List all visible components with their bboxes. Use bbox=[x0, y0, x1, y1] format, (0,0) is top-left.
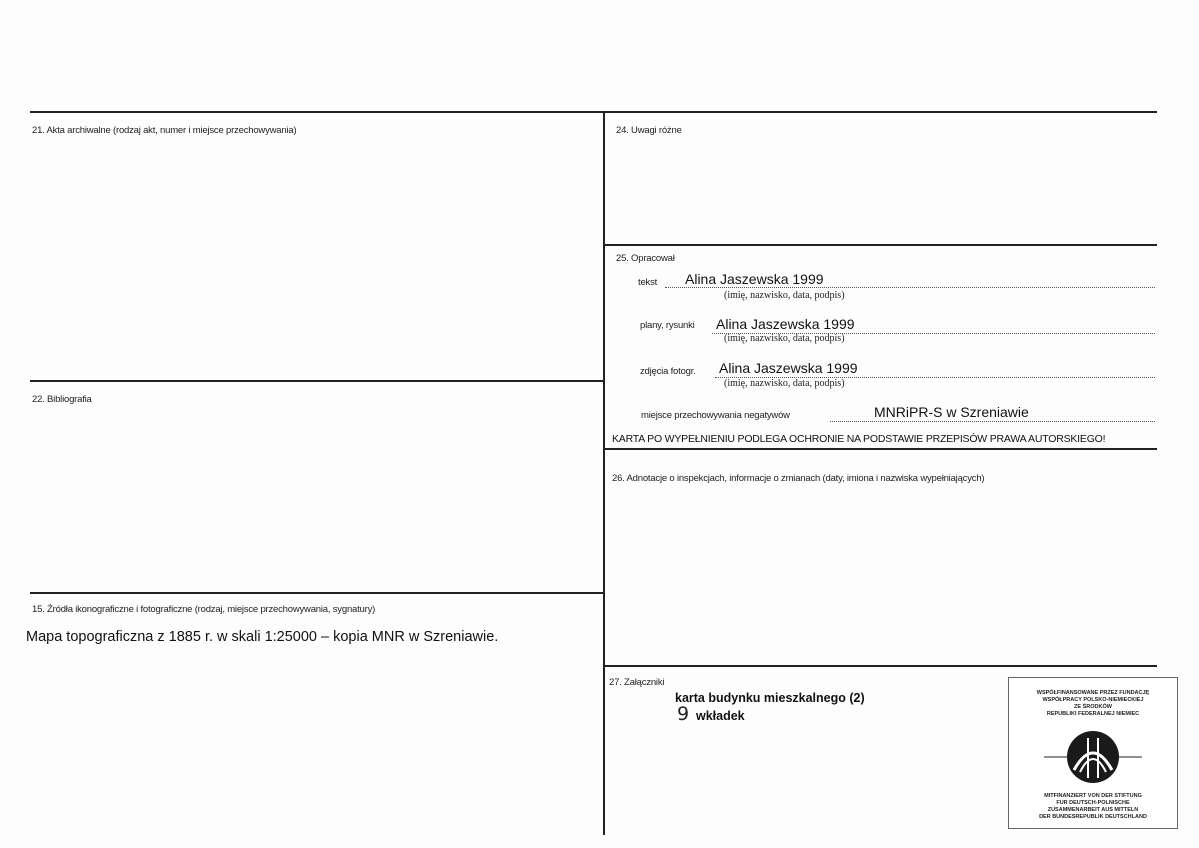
stamp-top-line-3: ZE ŚRODKÓW bbox=[1074, 704, 1112, 710]
rule-22-15 bbox=[30, 592, 605, 594]
section-24-label: 24. Uwagi różne bbox=[616, 125, 682, 136]
attachment-count: 9 bbox=[677, 703, 690, 725]
foundation-stamp bbox=[1008, 677, 1178, 829]
rule-26-27 bbox=[605, 665, 1157, 667]
attachment-line-1: karta budynku mieszkalnego (2) bbox=[675, 691, 865, 705]
section-22-label: 22. Bibliografia bbox=[32, 394, 92, 405]
row-plany-hint: (imię, nazwisko, data, podpis) bbox=[724, 333, 845, 344]
rule-24-25 bbox=[605, 244, 1157, 246]
foundation-logo-icon bbox=[1044, 728, 1142, 786]
row-tekst-value: Alina Jaszewska 1999 bbox=[685, 271, 824, 287]
stamp-bottom-line-1: MITFINANZIERT VON DER STIFTUNG bbox=[1044, 793, 1142, 799]
attachment-line-2: wkładek bbox=[696, 709, 745, 723]
top-rule bbox=[30, 111, 1157, 113]
section-25-label: 25. Opracował bbox=[616, 253, 675, 264]
stamp-top-line-1: WSPÓŁFINANSOWANE PRZEZ FUNDACJĘ bbox=[1036, 690, 1150, 696]
stamp-bottom-line-3: ZUSAMMENARBEIT AUS MITTELN bbox=[1047, 807, 1139, 813]
negatives-line bbox=[830, 421, 1155, 422]
section-15-label: 15. Źródła ikonograficzne i fotograficzne (rodzaj, miejsce przechowywania, sygnatury) bbox=[32, 604, 376, 615]
rule-25-26 bbox=[605, 448, 1157, 450]
stamp-top-line-4: REPUBLIKI FEDERALNEJ NIEMIEC bbox=[1046, 711, 1140, 717]
row-tekst-hint: (imię, nazwisko, data, podpis) bbox=[724, 290, 845, 301]
section-21-label: 21. Akta archiwalne (rodzaj akt, numer i miejsce przechowywania) bbox=[32, 125, 297, 136]
section-26-label: 26. Adnotacje o inspekcjach, informacje o zmianach (daty, imiona i nazwiska wypełniających) bbox=[612, 473, 985, 484]
section-15-content: Mapa topograficzna z 1885 r. w skali 1:25000 – kopia MNR w Szreniawie. bbox=[26, 629, 499, 645]
stamp-bottom-line-2: FUR DEUTSCH-POLNISCHE bbox=[1056, 800, 1130, 806]
negatives-label: miejsce przechowywania negatywów bbox=[641, 410, 790, 421]
row-zdjecia-label: zdjęcia fotogr. bbox=[640, 366, 696, 377]
negatives-value: MNRiPR-S w Szreniawie bbox=[874, 404, 1029, 420]
stamp-bottom-line-4: DER BUNDESREPUBLIK DEUTSCHLAND bbox=[1039, 814, 1147, 820]
row-zdjecia-hint: (imię, nazwisko, data, podpis) bbox=[724, 378, 845, 389]
row-zdjecia-value: Alina Jaszewska 1999 bbox=[719, 360, 858, 376]
row-plany-value: Alina Jaszewska 1999 bbox=[716, 316, 855, 332]
row-plany-label: plany, rysunki bbox=[640, 320, 695, 331]
row-tekst-label: tekst bbox=[638, 277, 658, 288]
stamp-top-line-2: WSPÓŁPRACY POLSKO-NIEMIECKIEJ bbox=[1042, 697, 1144, 703]
rule-21-22 bbox=[30, 380, 605, 382]
row-tekst-line bbox=[665, 287, 1155, 288]
center-divider bbox=[603, 111, 605, 835]
copyright-notice: KARTA PO WYPEŁNIENIU PODLEGA OCHRONIE NA PODSTAWIE PRZEPISÓW PRAWA AUTORSKIEGO! bbox=[612, 433, 1106, 445]
section-27-label: 27. Załączniki bbox=[609, 677, 665, 688]
